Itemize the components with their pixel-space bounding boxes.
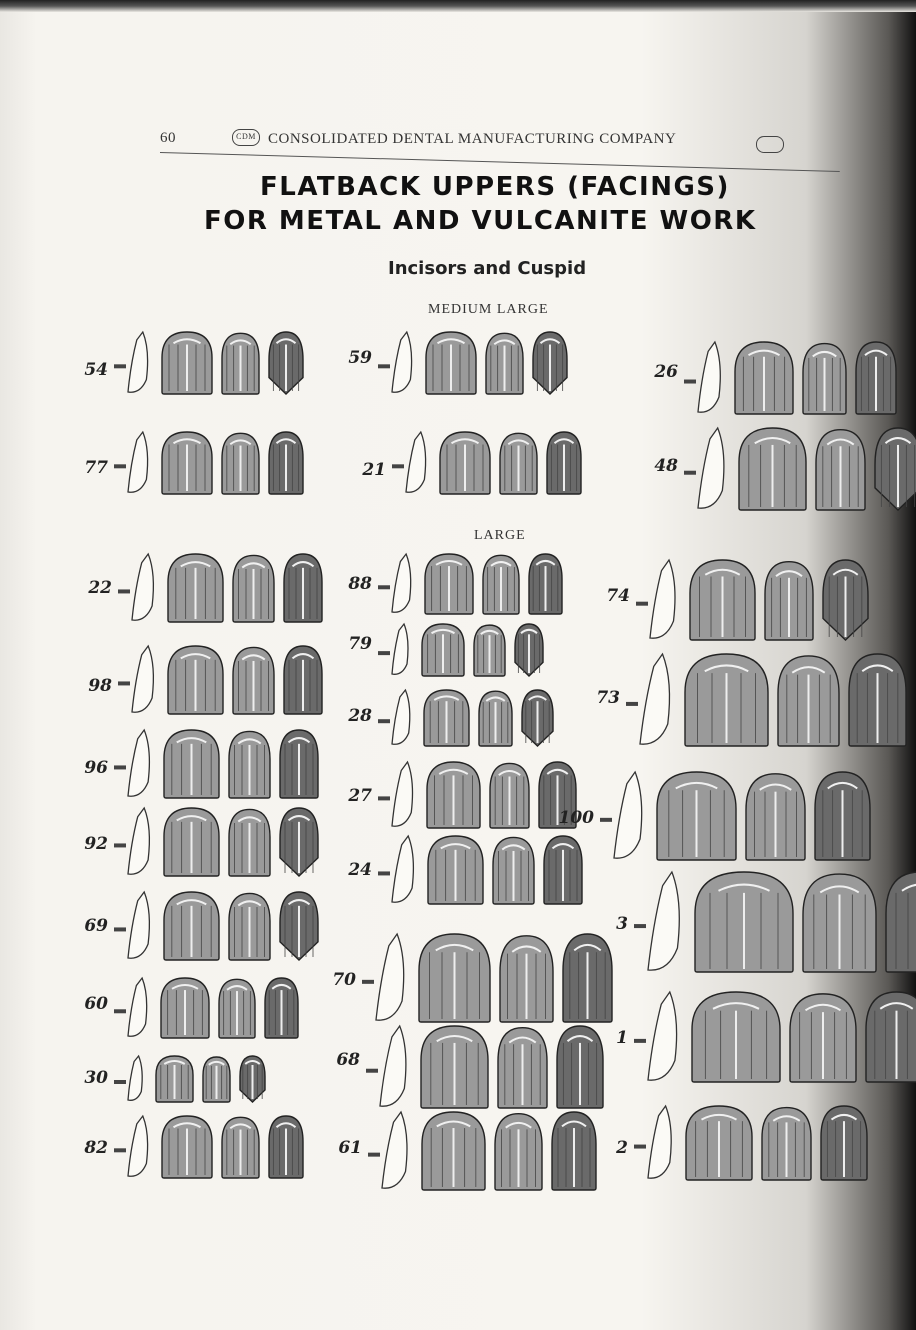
tooth-profile-icon — [128, 730, 149, 796]
tooth-crown-icon — [500, 433, 537, 494]
tooth-crown-icon — [495, 1114, 542, 1190]
tooth-crown-icon — [547, 432, 581, 494]
tooth-crown-icon — [269, 332, 303, 394]
tooth-set-77 — [114, 430, 305, 500]
tooth-set-28 — [378, 688, 555, 752]
pin-icon — [378, 364, 390, 368]
tooth-crown-icon — [479, 691, 512, 746]
tooth-profile-icon — [132, 554, 153, 620]
company-logo-end-icon — [756, 136, 784, 153]
mold-number-24: 24 — [348, 860, 372, 880]
tooth-crown-icon — [421, 1026, 488, 1108]
tooth-crown-icon — [280, 808, 318, 876]
tooth-crown-icon — [164, 892, 219, 960]
tooth-crown-icon — [422, 624, 464, 676]
pin-icon — [366, 1069, 378, 1073]
tooth-crown-icon — [821, 1106, 867, 1180]
tooth-crown-icon — [229, 893, 270, 960]
tooth-crown-icon — [280, 730, 318, 798]
mold-number-26: 26 — [654, 362, 678, 382]
top-shadow — [0, 0, 916, 12]
tooth-crown-icon — [515, 624, 543, 676]
tooth-crown-icon — [164, 730, 219, 798]
mold-number-74: 74 — [606, 586, 630, 606]
tooth-crown-icon — [490, 763, 529, 828]
mold-number-88: 88 — [348, 574, 372, 594]
mold-number-27: 27 — [348, 786, 372, 806]
tooth-profile-icon — [132, 646, 153, 712]
pin-icon — [378, 719, 390, 723]
pin-icon — [118, 681, 130, 685]
tooth-crown-icon — [156, 1056, 193, 1102]
tooth-set-82 — [114, 1114, 305, 1184]
mold-number-79: 79 — [348, 634, 372, 654]
tooth-set-48 — [684, 426, 916, 516]
pin-icon — [636, 602, 648, 606]
tooth-crown-icon — [686, 1106, 752, 1180]
mold-number-2: 2 — [616, 1138, 628, 1158]
tooth-crown-icon — [875, 428, 916, 510]
tooth-crown-icon — [803, 874, 876, 972]
tooth-crown-icon — [544, 836, 582, 904]
tooth-crown-icon — [162, 432, 212, 494]
tooth-profile-icon — [128, 332, 148, 392]
pin-icon — [626, 702, 638, 706]
tooth-crown-icon — [746, 774, 805, 860]
pin-icon — [378, 871, 390, 875]
tooth-crown-icon — [280, 892, 318, 960]
tooth-set-1 — [634, 990, 916, 1088]
tooth-crown-icon — [233, 647, 274, 714]
pin-icon — [118, 589, 130, 593]
tooth-crown-icon — [424, 690, 469, 746]
tooth-crown-icon — [284, 554, 322, 622]
tooth-profile-icon — [648, 872, 679, 970]
tooth-profile-icon — [698, 342, 720, 412]
pin-icon — [114, 843, 126, 847]
mold-number-28: 28 — [348, 706, 372, 726]
mold-number-1: 1 — [616, 1028, 628, 1048]
tooth-profile-icon — [128, 432, 148, 492]
tooth-crown-icon — [657, 772, 736, 860]
tooth-set-61 — [368, 1110, 598, 1196]
tooth-crown-icon — [269, 1116, 303, 1178]
section-label-medium-large: MEDIUM LARGE — [428, 302, 549, 317]
tooth-profile-icon — [392, 690, 410, 744]
mold-number-59: 59 — [348, 348, 372, 368]
tooth-profile-icon — [128, 1056, 142, 1100]
mold-number-22: 22 — [88, 578, 112, 598]
pin-icon — [362, 980, 374, 984]
tooth-crown-icon — [815, 772, 870, 860]
tooth-set-60 — [114, 976, 300, 1044]
company-name: CONSOLIDATED DENTAL MANUFACTURING COMPANY — [268, 131, 677, 147]
tooth-set-69 — [114, 890, 320, 966]
tooth-crown-icon — [803, 344, 846, 414]
tooth-crown-icon — [563, 934, 612, 1022]
tooth-crown-icon — [765, 562, 813, 640]
tooth-set-30 — [114, 1054, 267, 1108]
tooth-profile-icon — [128, 978, 147, 1036]
page-title-line1: FLATBACK UPPERS (FACINGS) — [260, 172, 730, 202]
tooth-crown-icon — [425, 554, 473, 614]
page-header — [160, 130, 800, 152]
tooth-crown-icon — [762, 1108, 811, 1180]
tooth-profile-icon — [392, 836, 413, 902]
tooth-crown-icon — [229, 731, 270, 798]
tooth-profile-icon — [128, 808, 149, 874]
tooth-crown-icon — [849, 654, 906, 746]
pin-icon — [392, 464, 404, 468]
tooth-profile-icon — [392, 332, 412, 392]
mold-number-73: 73 — [596, 688, 620, 708]
tooth-crown-icon — [426, 332, 476, 394]
pin-icon — [600, 818, 612, 822]
pin-icon — [684, 471, 696, 475]
tooth-crown-icon — [486, 333, 523, 394]
tooth-crown-icon — [162, 1116, 212, 1178]
tooth-profile-icon — [698, 428, 724, 508]
mold-number-48: 48 — [654, 456, 678, 476]
mold-number-61: 61 — [338, 1138, 362, 1158]
tooth-crown-icon — [778, 656, 839, 746]
tooth-set-79 — [378, 622, 545, 682]
pin-icon — [114, 364, 126, 368]
tooth-profile-icon — [382, 1112, 407, 1188]
tooth-crown-icon — [222, 333, 259, 394]
tooth-set-96 — [114, 728, 320, 804]
tooth-set-59 — [378, 330, 569, 400]
tooth-set-70 — [362, 932, 614, 1028]
tooth-profile-icon — [650, 560, 675, 638]
tooth-set-21 — [392, 430, 583, 500]
tooth-crown-icon — [816, 430, 865, 510]
tooth-crown-icon — [203, 1057, 230, 1102]
tooth-set-98 — [118, 644, 324, 720]
tooth-crown-icon — [529, 554, 562, 614]
mold-number-92: 92 — [84, 834, 108, 854]
tooth-crown-icon — [240, 1056, 265, 1102]
tooth-crown-icon — [219, 979, 255, 1038]
tooth-profile-icon — [406, 432, 426, 492]
mold-number-70: 70 — [332, 970, 356, 990]
pin-icon — [634, 1145, 646, 1149]
tooth-crown-icon — [222, 433, 259, 494]
tooth-profile-icon — [648, 992, 677, 1080]
tooth-crown-icon — [690, 560, 755, 640]
tooth-crown-icon — [735, 342, 793, 414]
pin-icon — [368, 1153, 380, 1157]
tooth-crown-icon — [422, 1112, 485, 1190]
mold-number-30: 30 — [84, 1068, 108, 1088]
tooth-crown-icon — [428, 836, 483, 904]
tooth-profile-icon — [128, 892, 149, 958]
tooth-crown-icon — [440, 432, 490, 494]
tooth-set-24 — [378, 834, 584, 910]
pin-icon — [114, 927, 126, 931]
tooth-crown-icon — [739, 428, 806, 510]
pin-icon — [114, 765, 126, 769]
tooth-set-100 — [600, 770, 872, 866]
tooth-profile-icon — [128, 1116, 148, 1176]
tooth-profile-icon — [380, 1026, 406, 1106]
tooth-crown-icon — [162, 332, 212, 394]
tooth-crown-icon — [533, 332, 567, 394]
tooth-crown-icon — [685, 654, 768, 746]
tooth-crown-icon — [856, 342, 896, 414]
tooth-crown-icon — [229, 809, 270, 876]
tooth-set-26 — [684, 340, 898, 420]
page-number: 60 — [160, 130, 176, 146]
tooth-crown-icon — [823, 560, 868, 640]
tooth-crown-icon — [269, 432, 303, 494]
company-logo-icon: CDM — [232, 129, 260, 146]
tooth-crown-icon — [498, 1028, 547, 1108]
mold-number-98: 98 — [88, 676, 112, 696]
tooth-crown-icon — [692, 992, 780, 1082]
tooth-set-3 — [634, 870, 916, 978]
tooth-crown-icon — [483, 555, 519, 614]
tooth-set-27 — [378, 760, 578, 834]
tooth-crown-icon — [168, 554, 223, 622]
tooth-crown-icon — [427, 762, 480, 828]
mold-number-96: 96 — [84, 758, 108, 778]
mold-number-82: 82 — [84, 1138, 108, 1158]
tooth-crown-icon — [161, 978, 209, 1038]
tooth-profile-icon — [376, 934, 404, 1020]
tooth-set-88 — [378, 552, 564, 620]
mold-number-60: 60 — [84, 994, 108, 1014]
tooth-set-22 — [118, 552, 324, 628]
page-subtitle: Incisors and Cuspid — [388, 258, 587, 279]
pin-icon — [114, 1148, 126, 1152]
mold-number-77: 77 — [84, 458, 108, 478]
tooth-profile-icon — [640, 654, 670, 744]
tooth-profile-icon — [392, 554, 411, 612]
tooth-set-73 — [626, 652, 908, 752]
mold-number-100: 100 — [558, 808, 594, 828]
tooth-crown-icon — [265, 978, 298, 1038]
tooth-crown-icon — [522, 690, 553, 746]
mold-number-21: 21 — [362, 460, 386, 480]
tooth-set-54 — [114, 330, 305, 400]
tooth-profile-icon — [392, 762, 413, 826]
tooth-profile-icon — [648, 1106, 671, 1178]
tooth-set-68 — [366, 1024, 605, 1114]
company-name-row — [232, 131, 676, 148]
tooth-crown-icon — [695, 872, 793, 972]
mold-number-3: 3 — [616, 914, 628, 934]
pin-icon — [684, 380, 696, 384]
tooth-set-74 — [636, 558, 870, 646]
tooth-crown-icon — [866, 992, 916, 1082]
tooth-crown-icon — [493, 837, 534, 904]
section-label-large: LARGE — [474, 528, 526, 543]
mold-number-54: 54 — [84, 360, 108, 380]
pin-icon — [634, 924, 646, 928]
pin-icon — [114, 1009, 126, 1013]
tooth-crown-icon — [790, 994, 856, 1082]
tooth-profile-icon — [392, 624, 408, 674]
pin-icon — [378, 651, 390, 655]
mold-number-69: 69 — [84, 916, 108, 936]
tooth-crown-icon — [474, 625, 505, 676]
pin-icon — [634, 1039, 646, 1043]
tooth-crown-icon — [168, 646, 223, 714]
page-title-line2: FOR METAL AND VULCANITE WORK — [204, 206, 757, 236]
tooth-crown-icon — [886, 872, 916, 972]
tooth-set-2 — [634, 1104, 869, 1186]
pin-icon — [378, 796, 390, 800]
tooth-crown-icon — [164, 808, 219, 876]
tooth-crown-icon — [284, 646, 322, 714]
tooth-crown-icon — [222, 1117, 259, 1178]
tooth-profile-icon — [614, 772, 642, 858]
tooth-crown-icon — [500, 936, 553, 1022]
tooth-crown-icon — [233, 555, 274, 622]
mold-number-68: 68 — [336, 1050, 360, 1070]
pin-icon — [114, 1080, 126, 1084]
tooth-set-92 — [114, 806, 320, 882]
pin-icon — [378, 585, 390, 589]
pin-icon — [114, 464, 126, 468]
tooth-crown-icon — [419, 934, 490, 1022]
